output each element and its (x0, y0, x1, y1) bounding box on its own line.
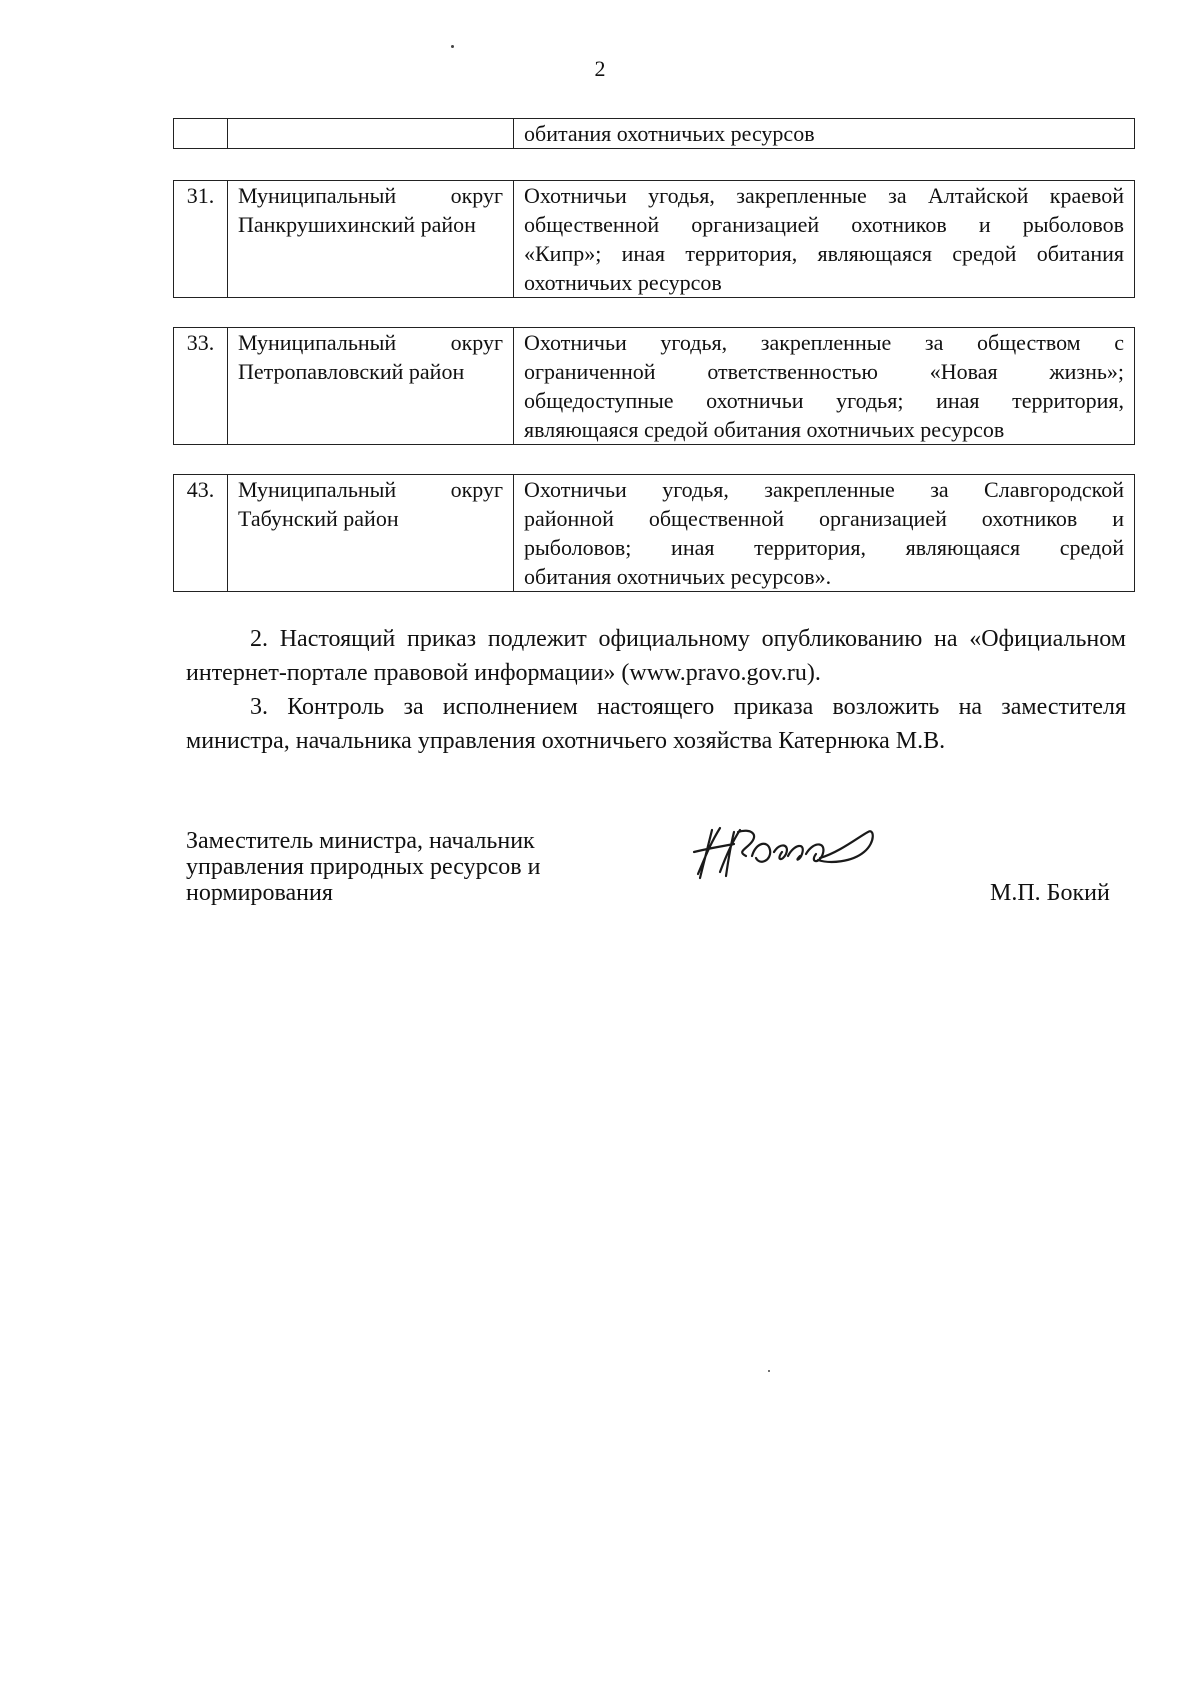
area-line: Петропавловский район (238, 359, 465, 384)
signer-name: М.П. Бокий (990, 880, 1110, 906)
area-cell (228, 119, 514, 149)
area-cell (228, 181, 514, 298)
table-fragment-43 (173, 474, 1135, 592)
position-line: управления природных ресурсов и (186, 854, 541, 880)
paragraph-control: 3. Контроль за исполнением настоящего приказа возложить на заместителя министра, начальника управления охотничьего хозяйства Катернюка М.В. (186, 694, 1126, 754)
area-line: Муниципальный округ (238, 330, 503, 355)
description-line: обитания охотничьих ресурсов (524, 121, 815, 146)
table-row (174, 328, 1135, 445)
table-row (174, 181, 1135, 298)
description-cell (514, 181, 1135, 298)
table-fragment-33 (173, 327, 1135, 445)
area-cell (228, 328, 514, 445)
paragraph-publication: 2. Настоящий приказ подлежит официальному опубликованию на «Официальном интернет-портале правовой информации» (www.pravo.gov.ru). (186, 626, 1126, 686)
description-line: ограниченной ответственностью «Новая жизнь»; (524, 359, 1124, 384)
description-cell (514, 328, 1135, 445)
description-line: обитания охотничьих ресурсов». (524, 564, 832, 589)
description-line: Охотничьи угодья, закрепленные за Славгородской (524, 477, 1124, 502)
description-line: рыболовов; иная территория, являющаяся средой (524, 535, 1124, 560)
table-fragment-continuation (173, 118, 1135, 149)
scan-speck (451, 45, 454, 48)
description-line: являющаяся средой обитания охотничьих ресурсов (524, 417, 1005, 442)
description-line: районной общественной организацией охотников и (524, 506, 1124, 531)
area-line: Муниципальный округ (238, 477, 503, 502)
description-cell (514, 119, 1135, 149)
description-line: охотничьих ресурсов (524, 270, 722, 295)
row-number-cell: 43. (174, 475, 228, 592)
table-row (174, 119, 1135, 149)
description-cell (514, 475, 1135, 592)
scan-speck (768, 1370, 770, 1372)
area-line: Панкрушихинский район (238, 212, 476, 237)
area-line: Муниципальный округ (238, 183, 503, 208)
position-line: Заместитель министра, начальник (186, 828, 535, 854)
row-number-cell: 33. (174, 328, 228, 445)
page-number: 2 (594, 56, 606, 81)
description-line: Охотничьи угодья, закрепленные за обществом с (524, 330, 1124, 355)
description-line: общественной организацией охотников и рыболовов (524, 212, 1124, 237)
area-line: Табунский район (238, 506, 399, 531)
description-line: Охотничьи угодья, закрепленные за Алтайской краевой (524, 183, 1124, 208)
area-cell (228, 475, 514, 592)
table-fragment-31 (173, 180, 1135, 298)
row-number-cell: 31. (174, 181, 228, 298)
row-number-cell (174, 119, 228, 149)
description-line: «Кипр»; иная территория, являющаяся средой обитания (524, 241, 1124, 266)
order-paragraphs (186, 622, 1126, 758)
table-row (174, 475, 1135, 592)
signatory-position (186, 828, 540, 906)
handwritten-signature (690, 822, 880, 882)
position-line: нормирования (186, 880, 333, 906)
description-line: общедоступные охотничьи угодья; иная территория, (524, 388, 1124, 413)
